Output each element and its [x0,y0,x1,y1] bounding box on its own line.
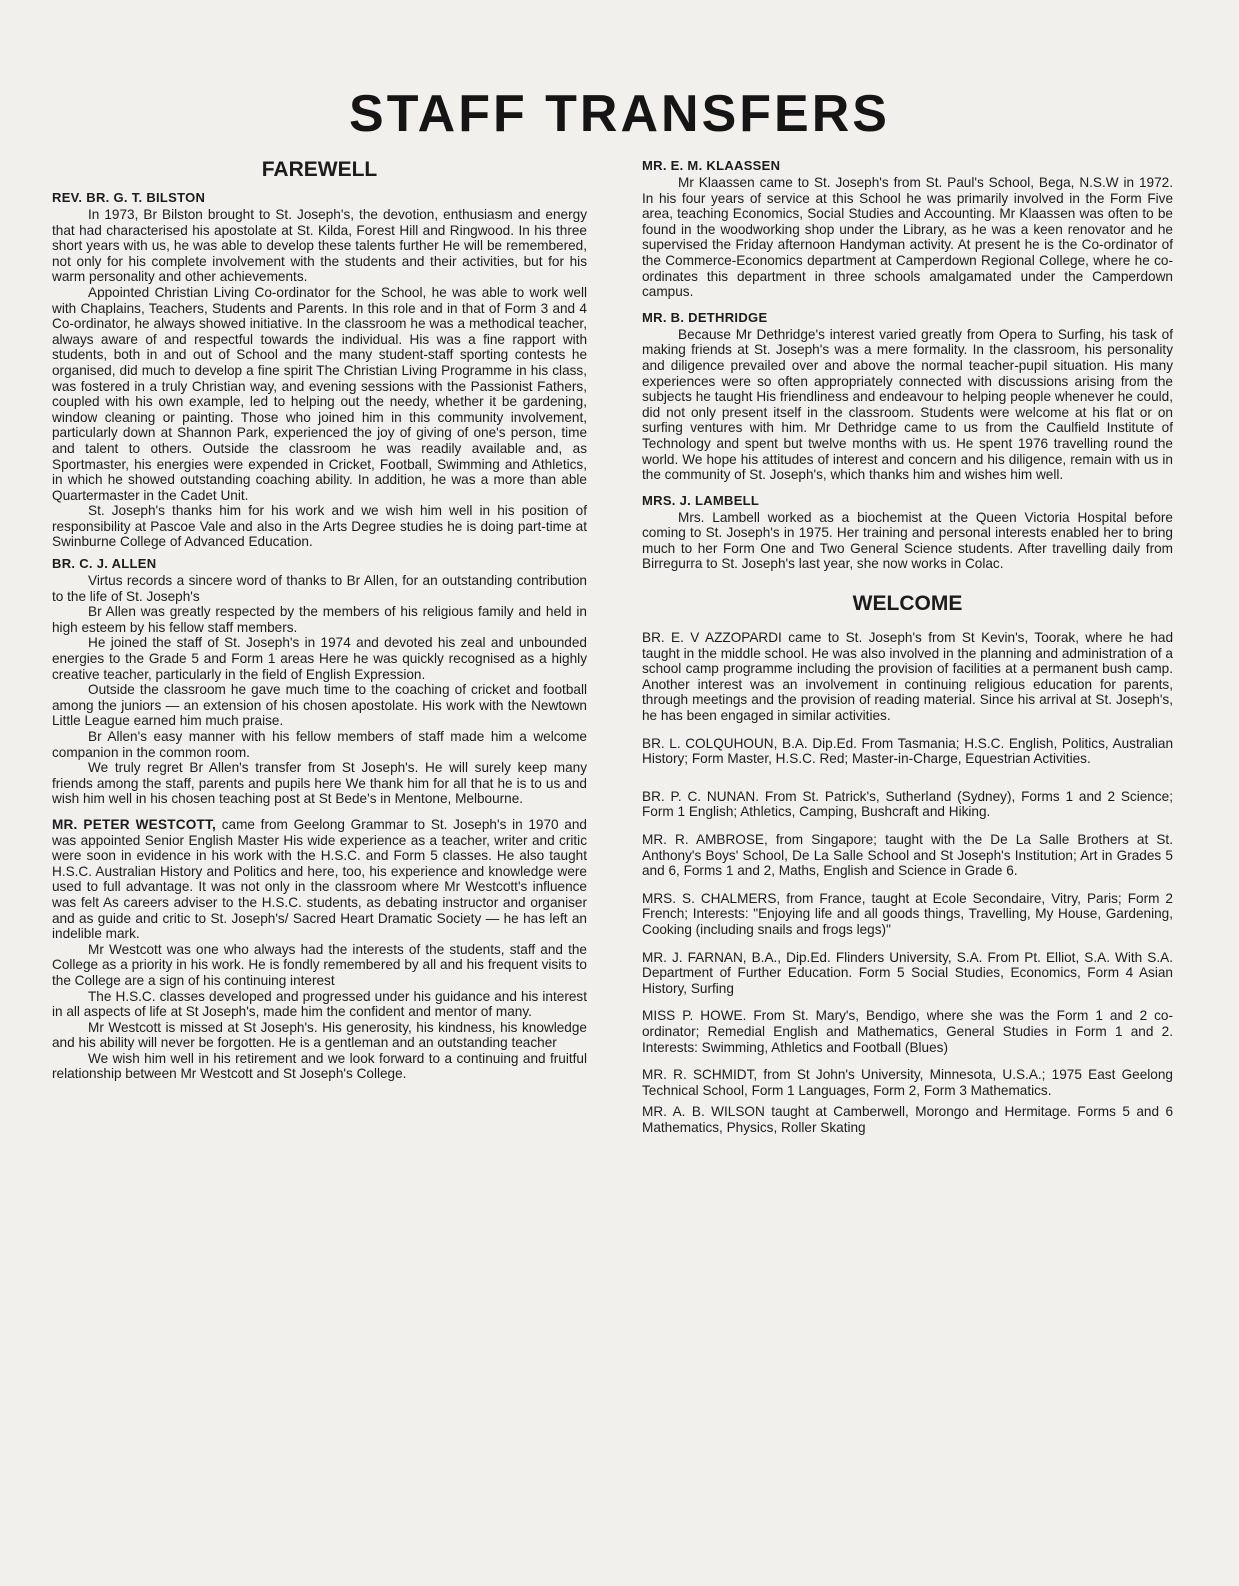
paragraph: Virtus records a sincere word of thanks to Br Allen, for an outstanding contribution to the life of St. Joseph's [52,573,587,604]
paragraph: The H.S.C. classes developed and progressed under his guidance and his interest in all aspects of life at St Joseph's, made him the confident and mentor of many. [52,988,587,1020]
welcome-heading: WELCOME [852,592,963,616]
staff-name: MISS P. HOWE. [642,1008,747,1024]
paragraph: Mr Westcott is missed at St Joseph's. His generosity, his kindness, his knowledge and his ability will never be forgotten. He is a gentleman and an outstanding teacher [52,1019,587,1051]
paragraph: Outside the classroom he gave much time to the coaching of cricket and football among the juniors — an extension of his chosen apostolate. His work with the Newtown Little League earned him much praise. [52,682,587,729]
entry-text: from St John's University, Minnesota, U.S.A.; 1975 East Geelong Technical School, Form 1 Languages, Form 2, Form 3 Mathematics. [642,1067,1173,1098]
staff-name: MRS. J. LAMBELL [642,492,760,508]
staff-name: BR. E. V AZZOPARDI [642,630,782,646]
paragraph: Mr Klaassen came to St. Joseph's from St. Paul's School, Bega, N.S.W in 1972. In his four years of service at this School he was primarily involved in the Form Five area, teaching Economics, Social Studies and Accounting. Mr Klaassen was often to be found in the woodworking shop under the Library, as he was a keen renovator and he supervised the Friday afternoon Handyman activity. At present he is the Co-ordinator of the Commerce-Economics department at Camperdown Regional College, where he co-ordinates this department in three schools amalgamated under the Camperdown campus. [642,175,1173,300]
staff-entry-klaassen [642,158,1173,300]
welcome-entry [642,832,1173,879]
paragraph: We wish him well in his retirement and we look forward to a continuing and fruitful relationship between Mr Westcott and St Joseph's College. [52,1050,587,1082]
staff-name: MR. A. B. WILSON [642,1104,765,1120]
welcome-entry [642,1104,1173,1135]
staff-name: MRS. S. CHALMERS, [642,890,781,906]
staff-name: BR. P. C. NUNAN. [642,788,760,804]
staff-name: BR. L. COLQUHOUN, B.A. Dip.Ed. [642,735,857,751]
staff-entry-allen [52,556,587,807]
welcome-entry [642,1008,1173,1055]
welcome-entry [642,1067,1173,1098]
paragraph: In 1973, Br Bilston brought to St. Joseph's, the devotion, enthusiasm and energy that had characterised his apostolate at St. Kilda, Forest Hill and Ringwood. In his three short years with us, he was able to develop these talents further He will be remembered, not only for his complete involvement with the students and their activities, but for his warm personality and other achievements. [52,207,587,285]
staff-entry-westcott [52,817,587,1082]
paragraph: Br Allen's easy manner with his fellow members of staff made him a welcome companion in the common room. [52,729,587,760]
staff-name: REV. BR. G. T. BILSTON [52,190,206,205]
paragraph: St. Joseph's thanks him for his work and we wish him well in his position of responsibility at Pascoe Vale and also in the Arts Degree studies he is doing part-time at Swinburne College of Advanced Education. [52,503,587,550]
entry-text: Flinders University, S.A. From Pt. Elliot, S.A. With S.A. Department of Further Education. Form 5 Social Studies, Economics, Form 4 Asian History, Surfing [642,949,1173,996]
farewell-column [52,158,587,1088]
welcome-entry [642,789,1173,820]
staff-entry-bilston [52,190,587,550]
paragraph: Because Mr Dethridge's interest varied greatly from Opera to Surfing, his task of making friends at St. Joseph's was a mere formality. In the classroom, his personality and diligence prevailed over and above the normal teacher-pupil situation. His many experiences were so often appropriately connected with discussions arising from the subjects he taught His friendliness and endeavour to helping people whenever he could, did not only present itself in the classroom. Students were welcome at his flat or on surfing ventures with him. Mr Dethridge came to us from the Caulfield Institute of Technology and spent but twelve months with us. He spent 1976 travelling round the world. We hope his attitudes of interest and concern and his diligence, remain with us in the community of St. Joseph's, which thanks him and wishes him well. [642,326,1173,483]
paragraph [52,817,587,942]
lead-text: came from Geelong Grammar to St. Joseph's in 1970 and was appointed Senior English Master His wide experience as a teacher, writer and critic were soon in evidence in his work with the H.S.C. and Form 5 classes. He also taught H.S.C. Australian History and Politics and here, too, his experience and knowledge were used to full advantage. It was not only in the classroom where Mr Westcott's influence was felt As careers adviser to the H.S.C. students, as debating instructor and organiser and as guide and critic to St. Joseph's/ Sacred Heart Dramatic Society — he has left an indelible mark. [52,816,587,942]
welcome-entry [642,630,1173,724]
entry-text: From St. Mary's, Bendigo, where she was the Form 1 and 2 co-ordinator; Remedial English and Mathematics, General Studies in Form 1 and 2. Interests: Swimming, Athletics and Football (Blues) [642,1008,1173,1055]
staff-name: MR. J. FARNAN, B.A., Dip.Ed. [642,949,831,965]
staff-entry-dethridge [642,310,1173,483]
entry-text: came to St. Joseph's from St Kevin's, Toorak, where he had taught in the middle school. He was also involved in the planning and administration of a school camp programme including the provision of facilities at a permanent bush camp. Another interest was an involvement in continuing religious education for parents, through meetings and the provision of reading material. Since his arrival at St. Joseph's, he has been engaged in similar activities. [642,630,1174,724]
staff-name: MR. R. AMBROSE, [642,832,768,847]
paragraph: He joined the staff of St. Joseph's in 1974 and devoted his zeal and unbounded energies to the Grade 5 and Form 1 areas Here he was quickly recognised as a highly creative teacher, particularly in the field of English Expression. [52,635,587,682]
staff-name: MR. R. SCHMIDT, [642,1067,758,1083]
welcome-entry [642,950,1173,997]
page-title: STAFF TRANSFERS [349,85,890,143]
right-column [642,158,1173,1148]
entry-text: from Singapore; taught with the De La Salle Brothers at St. Anthony's Boys' School, De La Salle School and St Joseph's Institution; Art in Grades 5 and 6, Forms 1 and 2, Maths, English and Science in Grade 6. [642,832,1173,879]
farewell-heading: FAREWELL [261,158,378,181]
staff-name: MR. E. M. KLAASSEN [642,158,781,173]
paragraph: Appointed Christian Living Co-ordinator for the School, he was able to work well with Chaplains, Teachers, Students and Parents. In this role and in that of Form 3 and 4 Co-ordinator, he always showed initiative. In the classroom he was a methodical teacher, always aware of and respectful towards the individual. His was a fine rapport with students, both in and out of School and the many student-staff sporting contests he organised, did much to develop a fine spirit The Christian Living Programme in his class, was fostered in a truly Christian way, and evening sessions with the Passionist Fathers, coupled with his own example, led to helping out the needy, whether it be gardening, window cleaning or painting. Those who joined him in this community involvement, particularly down at Shannon Park, experienced the joy of giving of one's person, time and talent to others. Outside the classroom he was readily available and, as Sportmaster, his energies were expended in Cricket, Football, Swimming and Athletics, in which he showed outstanding coaching ability. In addition, he was a more than able Quartermaster in the Cadet Unit. [52,284,587,503]
paragraph: Br Allen was greatly respected by the members of his religious family and held in high esteem by his fellow staff members. [52,604,587,635]
entry-text: From Tasmania; H.S.C. English, Politics, Australian History; Form Master, H.S.C. Red; Master-in-Charge, Equestrian Activities. [642,735,1173,767]
staff-name: BR. C. J. ALLEN [52,556,157,572]
staff-entry-lambell [642,493,1173,572]
entry-text: taught at Camberwell, Morongo and Hermitage. Forms 5 and 6 Mathematics, Physics, Roller Skating [642,1104,1174,1135]
paragraph: Mr Westcott was one who always had the interests of the students, staff and the College as a priority in his work. He is fondly remembered by all and his frequent visits to the College are a sign of his continuing interest [52,941,587,988]
welcome-entry [642,891,1173,938]
welcome-entry [642,736,1173,767]
staff-name: MR. B. DETHRIDGE [642,309,768,325]
paragraph: Mrs. Lambell worked as a biochemist at the Queen Victoria Hospital before coming to St. Joseph's in 1975. Her training and personal interests enabled her to bring much to her Form One and Two General Science students. After travelling daily from Birregurra to St. Joseph's last year, she now works in Colac. [642,509,1173,572]
staff-name: MR. PETER WESTCOTT, [52,816,216,832]
entry-text: From St. Patrick's, Sutherland (Sydney), Forms 1 and 2 Science; Form 1 English; Athletics, Camping, Bushcraft and Hiking. [642,788,1173,820]
paragraph: We truly regret Br Allen's transfer from St Joseph's. He will surely keep many friends among the staff, parents and pupils here We thank him for all that he is to us and wish him well in his chosen teaching post at St Bede's in Mentone, Melbourne. [52,760,587,807]
entry-text: from France, taught at Ecole Secondaire, Vitry, Paris; Form 2 French; Interests: "Enjoying life and all goods things, Travelling, My House, Gardening, Cooking (including snails and frogs legs)" [642,890,1173,937]
